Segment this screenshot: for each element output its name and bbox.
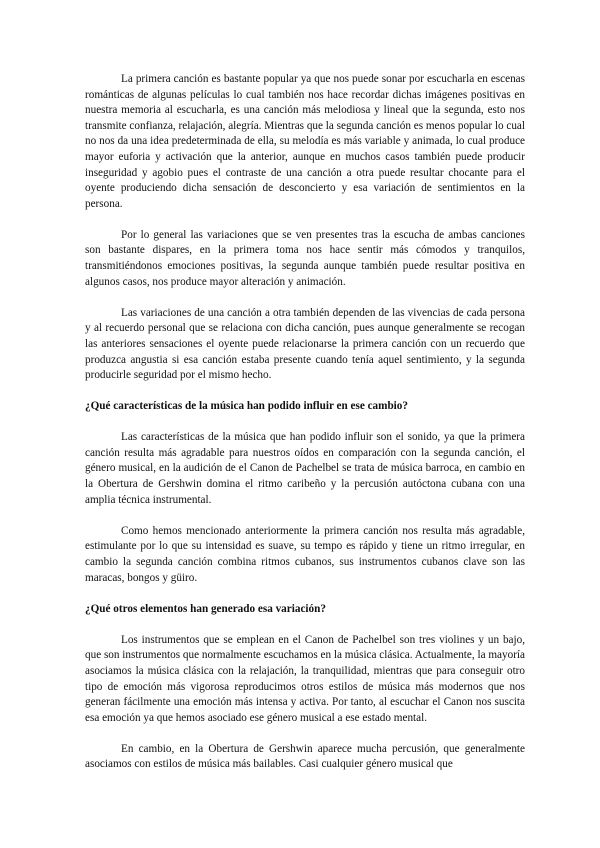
document-body	[85, 72, 525, 788]
paragraph: Por lo general las variaciones que se ven presentes tras la escucha de ambas canciones son bastante dispares, en la primera toma nos hace sentir más cómodos y tranquilos, transmitiéndonos emociones positivas, la segunda aunque también puede resultar positiva en algunos casos, nos produce mayor alteración y animación.	[85, 228, 525, 288]
paragraph: Como hemos mencionado anteriormente la primera canción nos resulta más agradable, estimulante por lo que su intensidad es suave, su tempo es rápido y tiene un ritmo irregular, en cambio la segunda canción combina ritmos cubanos, sus instrumentos cubanos clave son las maracas, bongos y güiro.	[85, 524, 525, 584]
paragraph: Las variaciones de una canción a otra también dependen de las vivencias de cada persona y al recuerdo personal que se relaciona con dicha canción, pues aunque generalmente se recogan las anteriores sensaciones el oyente puede relacionarse la primera canción con un recuerdo que produzca angustia si esa canción estaba presente cuando tenía aquel sentimiento, y la segunda producirle seguridad por el mismo hecho.	[85, 306, 525, 382]
paragraph: La primera canción es bastante popular ya que nos puede sonar por escucharla en escenas románticas de algunas películas lo cual también nos hace recordar dichas imágenes positivas en nuestra memoria al escucharla, es una canción más melodiosa y lineal que la segunda, esto nos transmite confianza, relajación, alegría. Mientras que la segunda canción es menos popular lo cual no nos da una idea predeterminada de ella, su melodía es más variable y animada, lo cual produce mayor euforia y activación que la anterior, aunque en muchos casos también puede producir inseguridad y agobio pues el contraste de una canción a otra puede resultar chocante para el oyente produciendo dicha sensación de desconcierto y esa variación de sentimientos en la persona.	[85, 73, 525, 210]
section-heading: ¿Qué otros elementos han generado esa variación?	[85, 602, 326, 615]
section-heading: ¿Qué características de la música han podido influir en ese cambio?	[85, 400, 408, 413]
paragraph: En cambio, en la Obertura de Gershwin aparece mucha percusión, que generalmente asociamos con estilos de música más bailables. Casi cualquier género musical que	[85, 742, 525, 771]
paragraph: Las características de la música que han podido influir son el sonido, ya que la primera canción resulta más agradable para nuestros oídos en comparación con la segunda canción, el género musical, en la audición de el Canon de Pachelbel se trata de música barroca, en cambio en la Obertura de Gershwin domina el ritmo caribeño y la percusión autóctona cubana con una amplia técnica instrumental.	[85, 431, 525, 506]
paragraph: Los instrumentos que se emplean en el Canon de Pachelbel son tres violines y un bajo, que son instrumentos que normalmente escuchamos en la música clásica. Actualmente, la mayoría asociamos la música clásica con la relajación, la tranquilidad, mientras que para conseguir otro tipo de emoción más vigorosa reproducimos otros estilos de música más modernos que nos generan fácilmente una emoción más intensa y activa. Por tanto, al escuchar el Canon nos suscita esa emoción ya que hemos asociado ese género musical a ese estado mental.	[85, 633, 525, 724]
